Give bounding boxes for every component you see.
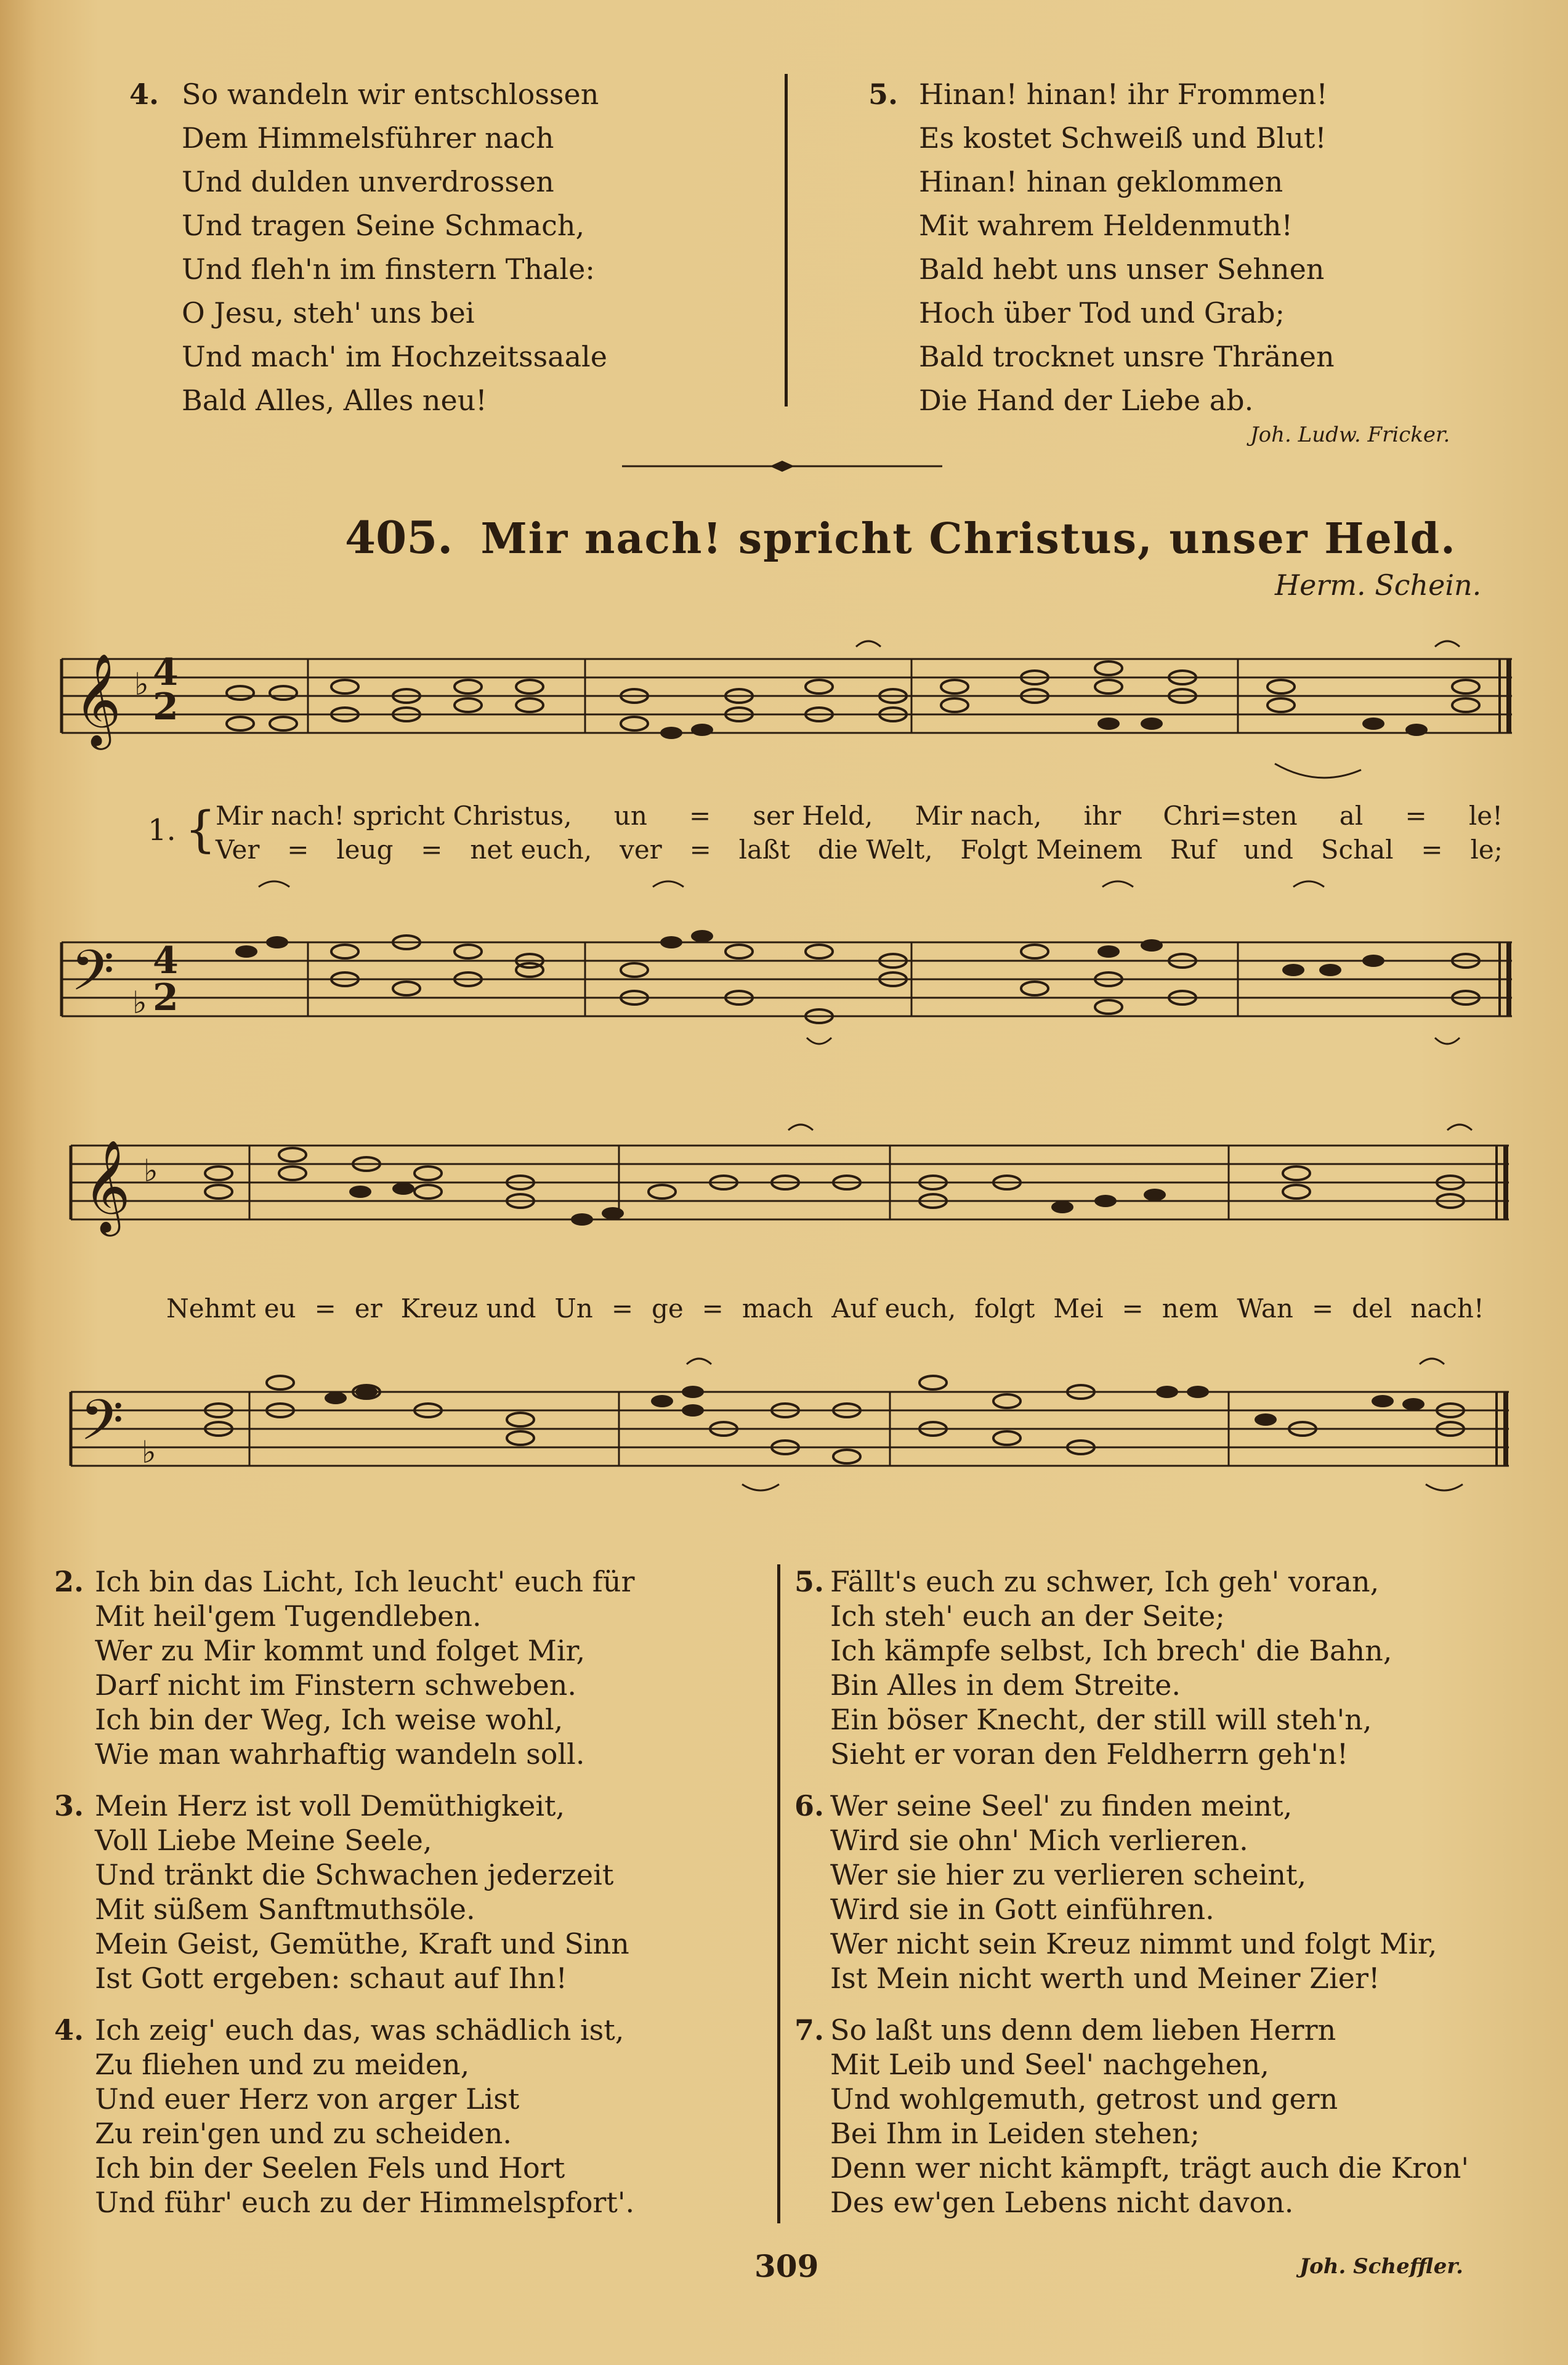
- lyric-syllable: =: [1121, 1293, 1144, 1324]
- verse-line: Wer nicht sein Kreuz nimmt und folgt Mir,: [830, 1927, 1437, 1960]
- verse-number: 3.: [54, 1789, 84, 1822]
- svg-text:𝄞: 𝄞: [74, 652, 121, 746]
- svg-text:♭: ♭: [143, 1153, 158, 1189]
- verse-line: Denn wer nicht kämpft, trägt auch die Kron': [830, 2151, 1469, 2185]
- stanza-line: Es kostet Schweiß und Blut!: [919, 121, 1327, 155]
- svg-text:♭: ♭: [132, 985, 147, 1021]
- verse: [794, 1564, 1469, 1771]
- lyric-syllable: Mir nach! spricht Christus,: [216, 801, 572, 831]
- svg-text:𝄢: 𝄢: [71, 938, 115, 1017]
- lyric-line-1: [216, 801, 1503, 831]
- svg-text:♭: ♭: [142, 1434, 156, 1470]
- lyric-syllable: al: [1339, 801, 1364, 831]
- verse-line: Ist Mein nicht werth und Meiner Zier!: [830, 1962, 1380, 1995]
- lyric-syllable: Wan: [1237, 1293, 1293, 1324]
- verse-line: Ist Gott ergeben: schaut auf Ihn!: [95, 1962, 567, 1995]
- verse-line: Ich bin der Weg, Ich weise wohl,: [95, 1703, 564, 1736]
- verse-line: Fällt's euch zu schwer, Ich geh' voran,: [830, 1565, 1380, 1598]
- stanza-line: Hoch über Tod und Grab;: [919, 296, 1285, 329]
- stanza-number: 4.: [129, 78, 160, 111]
- lyric-syllable: le!: [1468, 801, 1503, 831]
- time-signature-bottom: 2: [153, 685, 179, 729]
- verse-line: Zu rein'gen und zu scheiden.: [95, 2117, 512, 2150]
- verse-line: Wer sie hier zu verlieren scheint,: [830, 1858, 1307, 1891]
- hymn-heading: [345, 511, 1457, 564]
- lyric-syllable: =: [701, 1293, 724, 1324]
- verse-line: Wer seine Seel' zu finden meint,: [830, 1789, 1293, 1822]
- verses-left-column: [54, 1564, 634, 2220]
- verse-line: Ich steh' euch an der Seite;: [830, 1599, 1225, 1633]
- verse-line: Und tränkt die Schwachen jederzeit: [95, 1858, 614, 1891]
- verse-line: Mit süßem Sanftmuthsöle.: [95, 1893, 475, 1926]
- lyric-syllable: ser Held,: [753, 801, 873, 831]
- verse-line: Mit heil'gem Tugendleben.: [95, 1599, 482, 1633]
- lyric-syllable: =: [421, 835, 443, 865]
- stanza-1-label: 1.: [148, 813, 176, 847]
- lyric-syllable: laßt: [738, 835, 790, 865]
- stanza-line: Bald hebt uns unser Sehnen: [919, 253, 1325, 286]
- svg-text:4: 4: [153, 939, 179, 982]
- lyric-syllable: ihr: [1083, 801, 1121, 831]
- lyric-syllable: =: [314, 1293, 336, 1324]
- verse-line: Mit Leib und Seel' nachgehen,: [830, 2048, 1269, 2081]
- lyric-syllable: un: [613, 801, 647, 831]
- stanza-number: 5.: [868, 78, 899, 111]
- verse-line: Bei Ihm in Leiden stehen;: [830, 2117, 1200, 2150]
- verse-line: Und führ' euch zu der Himmelspfort'.: [95, 2186, 635, 2219]
- stanza-line: Und fleh'n im finstern Thale:: [182, 253, 595, 286]
- verse: [54, 2013, 634, 2220]
- verse: [54, 1564, 634, 1771]
- bass-staff-system-1: [62, 887, 1515, 1072]
- verse-line: Darf nicht im Finstern schweben.: [95, 1668, 577, 1702]
- verse-line: Mein Geist, Gemüthe, Kraft und Sinn: [95, 1927, 629, 1960]
- column-divider: [785, 74, 788, 406]
- verses-right-column: [794, 1564, 1469, 2220]
- stanza-line: So wandeln wir entschlossen: [182, 78, 599, 111]
- verse: [54, 1789, 634, 1995]
- stanza-lines: [919, 73, 1335, 422]
- verse-line: Zu fliehen und zu meiden,: [95, 2048, 470, 2081]
- lyric-syllable: er: [354, 1293, 382, 1324]
- verse-line: Ich bin das Licht, Ich leucht' euch für: [95, 1565, 635, 1598]
- lyric-syllable: le;: [1470, 835, 1503, 865]
- stanza-line: Hinan! hinan! ihr Frommen!: [919, 78, 1328, 111]
- treble-staff-system-1: [62, 647, 1515, 794]
- verse-line: Bin Alles in dem Streite.: [830, 1668, 1181, 1702]
- stanza-line: Und tragen Seine Schmach,: [182, 209, 585, 242]
- verse-number: 4.: [54, 2013, 84, 2047]
- stanza-line: Und dulden unverdrossen: [182, 165, 554, 198]
- lyric-syllable: folgt: [974, 1293, 1035, 1324]
- verse-number: 5.: [794, 1565, 825, 1598]
- stanza-line: Die Hand der Liebe ab.: [919, 384, 1254, 417]
- lyric-syllable: Un: [554, 1293, 593, 1324]
- verse-line: Wird sie in Gott einführen.: [830, 1893, 1214, 1926]
- lyric-syllable: =: [611, 1293, 634, 1324]
- lyric-syllable: Kreuz und: [400, 1293, 536, 1324]
- verse: [794, 2013, 1469, 2220]
- verse-line: Sieht er voran den Feldherrn geh'n!: [830, 1737, 1349, 1771]
- lyric-syllable: mach: [742, 1293, 814, 1324]
- lyric-syllable: und: [1243, 835, 1293, 865]
- verse-line: Ich kämpfe selbst, Ich brech' die Bahn,: [830, 1634, 1392, 1667]
- verse-number: 7.: [794, 2013, 825, 2047]
- lyric-line-3: [166, 1293, 1484, 1324]
- lyric-syllable: =: [287, 835, 309, 865]
- stanza-line: O Jesu, steh' uns bei: [182, 296, 475, 329]
- lyric-brace: {: [185, 801, 216, 858]
- bass-staff-system-2: [71, 1336, 1512, 1521]
- verse: [794, 1789, 1469, 1995]
- lyric-syllable: =: [689, 801, 711, 831]
- lyric-syllable: Ver: [216, 835, 260, 865]
- lyric-syllable: ver: [620, 835, 662, 865]
- hymn-composer: Herm. Schein.: [1275, 568, 1482, 602]
- lyric-syllable: Schal: [1320, 835, 1394, 865]
- verse-line: Und wohlgemuth, getrost und gern: [830, 2082, 1338, 2116]
- lyric-syllable: Mei: [1053, 1293, 1104, 1324]
- verses-author: Joh. Scheffler.: [1299, 2254, 1463, 2279]
- verse-line: Wird sie ohn' Mich verlieren.: [830, 1824, 1248, 1857]
- lyric-syllable: Chri=sten: [1163, 801, 1298, 831]
- verse-line: Wer zu Mir kommt und folget Mir,: [95, 1634, 586, 1667]
- stanza-line: Bald Alles, Alles neu!: [182, 384, 487, 417]
- lyric-syllable: =: [1311, 1293, 1334, 1324]
- stanza-line: Bald trocknet unsre Thränen: [919, 340, 1335, 373]
- treble-staff-system-2: [71, 1121, 1512, 1269]
- verse-number: 2.: [54, 1565, 84, 1598]
- lyric-syllable: Mir nach,: [915, 801, 1042, 831]
- stanza-line: Hinan! hinan geklommen: [919, 165, 1283, 198]
- lyric-syllable: nach!: [1410, 1293, 1484, 1324]
- svg-text:2: 2: [153, 976, 179, 1019]
- verse-line: So laßt uns denn dem lieben Herrn: [830, 2013, 1336, 2047]
- lyric-syllable: leug: [336, 835, 394, 865]
- verse-line: Voll Liebe Meine Seele,: [95, 1824, 432, 1857]
- svg-text:𝄞: 𝄞: [83, 1139, 131, 1232]
- verse-line: Und euer Herz von arger List: [95, 2082, 520, 2116]
- lyric-syllable: del: [1352, 1293, 1392, 1324]
- lyric-syllable: =: [689, 835, 711, 865]
- column-divider: [777, 1564, 780, 2223]
- verse-line: Mein Herz ist voll Demüthigkeit,: [95, 1789, 565, 1822]
- stanza-lines: [182, 73, 607, 422]
- lyric-syllable: net euch,: [470, 835, 592, 865]
- time-signature-top: 4: [153, 651, 179, 694]
- svg-text:𝄢: 𝄢: [80, 1388, 124, 1466]
- lyric-syllable: nem: [1162, 1293, 1219, 1324]
- lyric-syllable: Ruf: [1170, 835, 1216, 865]
- hymn-number: 405.: [345, 511, 453, 564]
- page-number: 309: [754, 2248, 819, 2284]
- lyric-syllable: die Welt,: [817, 835, 933, 865]
- stanza-line: Dem Himmelsführer nach: [182, 121, 554, 155]
- lyric-syllable: =: [1421, 835, 1443, 865]
- lyric-syllable: Auf euch,: [831, 1293, 956, 1324]
- ornamental-rule: [622, 459, 942, 474]
- lyric-syllable: Nehmt eu: [166, 1293, 296, 1324]
- verse-line: Ich zeig' euch das, was schädlich ist,: [95, 2013, 624, 2047]
- stanza-line: Mit wahrem Heldenmuth!: [919, 209, 1293, 242]
- lyric-syllable: ge: [651, 1293, 684, 1324]
- lyric-line-2: [216, 835, 1503, 865]
- lyric-syllable: =: [1405, 801, 1427, 831]
- verse-line: Wie man wahrhaftig wandeln soll.: [95, 1737, 585, 1771]
- stanza-line: Und mach' im Hochzeitssaale: [182, 340, 607, 373]
- svg-text:♭: ♭: [134, 666, 149, 702]
- lyric-syllable: Folgt Meinem: [960, 835, 1143, 865]
- verse-number: 6.: [794, 1789, 825, 1822]
- verse-line: Des ew'gen Lebens nicht davon.: [830, 2186, 1294, 2219]
- verse-line: Ich bin der Seelen Fels und Hort: [95, 2151, 565, 2185]
- verse-line: Ein böser Knecht, der still will steh'n,: [830, 1703, 1372, 1736]
- hymn-title: Mir nach! spricht Christus, unser Held.: [480, 514, 1457, 564]
- stanza-author: Joh. Ludw. Fricker.: [1250, 422, 1450, 447]
